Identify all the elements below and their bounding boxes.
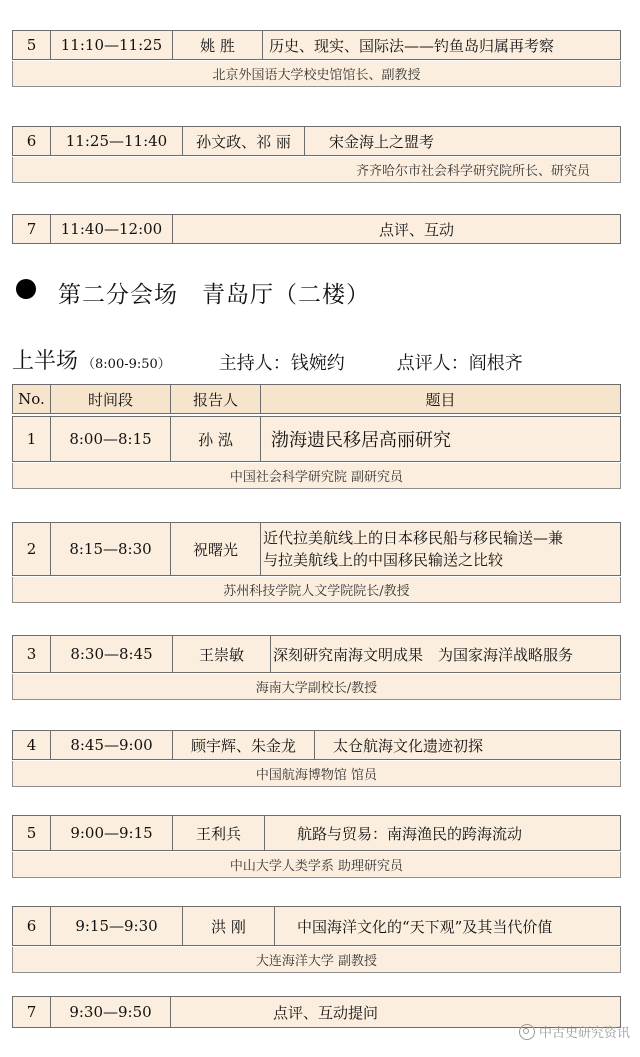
speaker: 姚 胜: [173, 31, 263, 59]
table-row: [12, 815, 621, 851]
affiliation: 北京外国语大学校史馆馆长、副教授: [12, 61, 621, 87]
time-slot: 11:10—11:25: [51, 31, 173, 59]
bullet-icon: [16, 279, 36, 299]
affiliation: 苏州科技学院人文学院院长/教授: [12, 577, 621, 603]
header-row: [12, 384, 621, 414]
talk-title: 宋金海上之盟考: [329, 132, 435, 151]
schedule-item: [12, 730, 621, 787]
time-slot: 8:30—8:45: [51, 636, 173, 672]
talk-title: 太仓航海文化遗迹初探: [333, 736, 484, 755]
speaker: 孙文政、祁 丽: [183, 127, 305, 155]
session-time: （8:00-9:50）: [82, 357, 171, 372]
schedule-item: [12, 906, 621, 973]
talk-title: 点评、互动: [378, 220, 454, 239]
item-number: 5: [13, 816, 51, 850]
session-label: 上半场: [12, 349, 79, 374]
header-time: 时间段: [51, 385, 171, 413]
talk-title: 渤海遗民移居高丽研究: [271, 430, 451, 451]
watermark: [519, 1022, 630, 1041]
table-row: [12, 30, 621, 60]
schedule-item: [12, 815, 621, 878]
speaker: 洪 刚: [183, 907, 275, 945]
talk-title: 深刻研究南海文明成果 为国家海洋战略服务: [273, 645, 574, 664]
talk-title: 中国海洋文化的“天下观”及其当代价值: [297, 917, 553, 936]
affiliation: 中国航海博物馆 馆员: [12, 761, 621, 787]
schedule-item: [12, 416, 621, 489]
section-title: 第二分会场 青岛厅（二楼）: [58, 282, 370, 308]
talk-title-line-2: 与拉美航线上的中国移民输送之比较: [263, 551, 504, 569]
item-number: 7: [13, 997, 51, 1027]
speaker: 孙 泓: [171, 417, 261, 461]
time-slot: 9:30—9:50: [51, 997, 171, 1027]
item-number: 6: [13, 127, 51, 155]
header-no: No.: [13, 385, 51, 413]
talk-title-line-1: 近代拉美航线上的日本移民船与移民输送—兼: [263, 529, 564, 547]
table-row: [12, 126, 621, 156]
schedule-item: [12, 635, 621, 700]
item-number: 4: [13, 731, 51, 759]
table-row: [12, 214, 621, 244]
watermark-text: 中古史研究资讯: [538, 1026, 630, 1041]
talk-title: [261, 523, 620, 575]
schedule-item: [12, 126, 621, 183]
item-number: 6: [13, 907, 51, 945]
item-number: 1: [13, 417, 51, 461]
speaker: 王利兵: [173, 816, 265, 850]
session-reviewer: 点评人：阎根齐: [396, 353, 523, 374]
table-row: [12, 906, 621, 946]
wechat-icon: [519, 1024, 535, 1040]
affiliation: 海南大学副校长/教授: [12, 674, 621, 700]
time-slot: 8:45—9:00: [51, 731, 173, 759]
schedule-item: [12, 522, 621, 603]
speaker: 王崇敏: [173, 636, 271, 672]
table-row: [12, 635, 621, 673]
schedule-item: [12, 30, 621, 87]
time-slot: 11:25—11:40: [51, 127, 183, 155]
item-number: 2: [13, 523, 51, 575]
talk-title: 历史、现实、国际法——钓鱼岛归属再考察: [269, 36, 555, 55]
item-number: 5: [13, 31, 51, 59]
speaker: 顾宇辉、朱金龙: [173, 731, 315, 759]
table-row: [12, 730, 621, 760]
time-slot: 9:00—9:15: [51, 816, 173, 850]
time-slot: 8:00—8:15: [51, 417, 171, 461]
header-title: 题目: [425, 390, 456, 409]
affiliation: 中国社会科学研究院 副研究员: [12, 463, 621, 489]
table-header: [12, 384, 621, 414]
talk-title: 点评、互动提问: [272, 1003, 378, 1022]
affiliation: 大连海洋大学 副教授: [12, 947, 621, 973]
speaker: 祝曙光: [171, 523, 261, 575]
time-slot: 11:40—12:00: [51, 215, 173, 243]
table-row: [12, 416, 621, 462]
item-number: 3: [13, 636, 51, 672]
talk-title: 航路与贸易：南海渔民的跨海流动: [297, 824, 523, 843]
item-number: 7: [13, 215, 51, 243]
affiliation: 齐齐哈尔市社会科学研究院所长、研究员: [12, 157, 621, 183]
session-info: [12, 345, 621, 375]
session-host: 主持人：钱婉约: [218, 353, 345, 374]
time-slot: 9:15—9:30: [51, 907, 183, 945]
affiliation: 中山大学人类学系 助理研究员: [12, 852, 621, 878]
table-row: [12, 522, 621, 576]
schedule-item: [12, 214, 621, 244]
header-speaker: 报告人: [171, 385, 261, 413]
time-slot: 8:15—8:30: [51, 523, 171, 575]
